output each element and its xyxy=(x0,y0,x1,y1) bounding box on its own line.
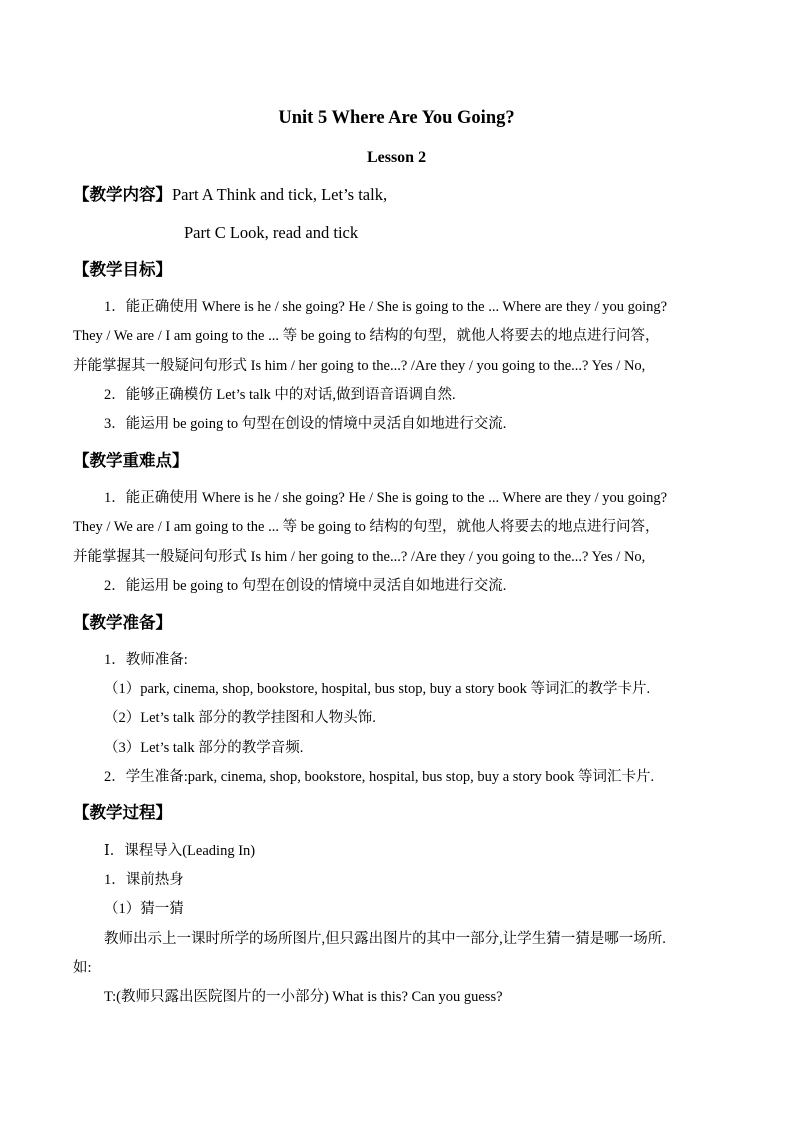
process-line: T:(教师只露出医院图片的一小部分) What is this? Can you guess? xyxy=(104,989,503,1005)
content-heading: 【教学内容】 xyxy=(73,185,172,204)
objectives-line: 1．能正确使用 Where is he / she going? He / She is going to the ... Where are they / you going? xyxy=(104,299,668,315)
preparation-line: 1．教师准备: xyxy=(104,652,188,668)
key-points-line: 并能掌握其一般疑问句形式 Is him / her going to the...? /Are they / you going to the...? Yes / No, xyxy=(73,549,646,565)
objectives-line: They / We are / I am going to the ... 等 be going to 结构的句型，就他人将要去的地点进行问答， xyxy=(73,328,660,344)
objectives-heading: 【教学目标】 xyxy=(73,260,172,279)
preparation-line: （3）Let’s talk 部分的教学音频. xyxy=(104,740,304,756)
preparation-heading: 【教学准备】 xyxy=(73,613,172,632)
preparation-line: （1）park, cinema, shop, bookstore, hospital, bus stop, buy a story book 等词汇的教学卡片. xyxy=(104,681,651,697)
process-line: 1．课前热身 xyxy=(104,872,184,888)
process-line: Ⅰ．课程导入(Leading In) xyxy=(104,843,256,859)
content-section xyxy=(73,181,387,205)
objectives-line: 2．能够正确模仿 Let’s talk 中的对话,做到语音语调自然. xyxy=(104,387,456,403)
document-title: Unit 5 Where Are You Going? xyxy=(278,108,515,128)
preparation-line: （2）Let’s talk 部分的教学挂图和人物头饰. xyxy=(104,710,376,726)
objectives-line: 3．能运用 be going to 句型在创设的情境中灵活自如地进行交流. xyxy=(104,416,507,432)
key-points-line: 2．能运用 be going to 句型在创设的情境中灵活自如地进行交流. xyxy=(104,578,507,594)
objectives-line: 并能掌握其一般疑问句形式 Is him / her going to the...? /Are they / you going to the...? Yes / No, xyxy=(73,358,646,374)
process-heading: 【教学过程】 xyxy=(73,803,172,822)
key-points-line: They / We are / I am going to the ... 等 be going to 结构的句型，就他人将要去的地点进行问答， xyxy=(73,519,660,535)
key-points-heading: 【教学重难点】 xyxy=(73,451,189,470)
lesson-subtitle: Lesson 2 xyxy=(366,149,427,166)
content-line-1: Part A Think and tick, Let’s talk, xyxy=(172,185,388,204)
content-line-2: Part C Look, read and tick xyxy=(184,223,359,242)
preparation-line: 2．学生准备:park, cinema, shop, bookstore, hospital, bus stop, buy a story book 等词汇卡片. xyxy=(104,769,655,785)
process-line: 教师出示上一课时所学的场所图片,但只露出图片的其中一部分,让学生猜一猜是哪一场所. xyxy=(104,931,666,947)
process-line: （1）猜一猜 xyxy=(104,901,184,917)
process-line: 如: xyxy=(73,960,92,976)
key-points-line: 1．能正确使用 Where is he / she going? He / She is going to the ... Where are they / you going? xyxy=(104,490,668,506)
